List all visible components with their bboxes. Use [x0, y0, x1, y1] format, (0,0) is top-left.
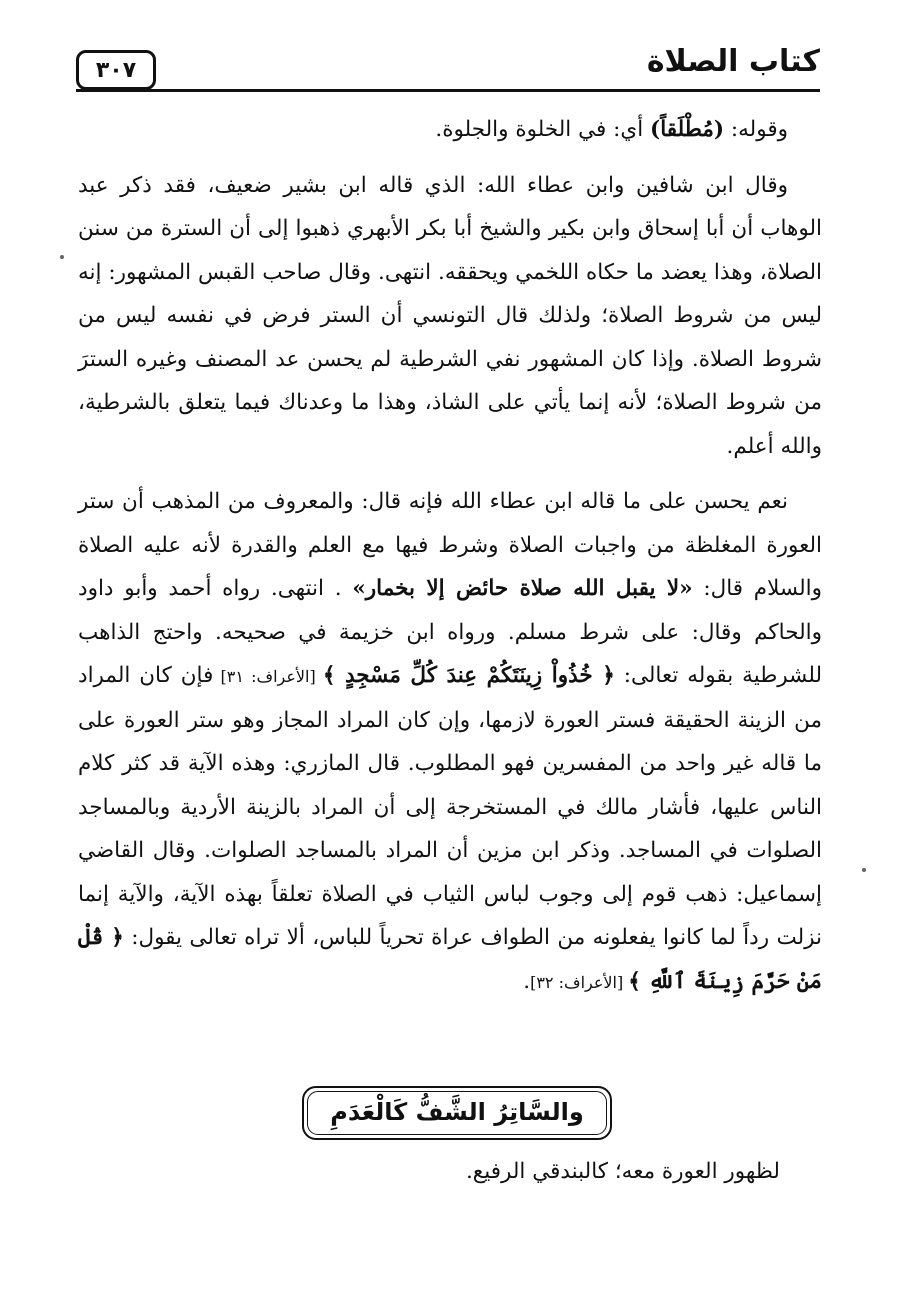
p3-ref2: [الأعراف: ٣٢] [530, 972, 629, 992]
scan-speck [862, 868, 866, 872]
p3-ref1: [الأعراف: ٣١] [213, 667, 323, 686]
closing-line: لظهور العورة معه؛ كالبندقي الرفيع. [465, 1159, 780, 1184]
header-rule [76, 89, 820, 92]
p3-verse1: ﴿ خُذُواْ زِينَتَكُمْ عِندَ كُلِّ مَسْجِدٍ ﴾ [322, 663, 615, 688]
scan-speck [60, 255, 64, 259]
matn-box [302, 1086, 611, 1140]
p3-part1: نعم يحسن على ما قاله ابن عطاء الله فإنه قال: والمعروف من المذهب أن ستر العورة المغلظة من واجبات الصلاة وشرط فيها مع العلم والقدرة لأنه عليه الصلاة والسلام قال: [78, 489, 822, 601]
p3-verse2: ﴿ قُلْ مَنْ حَرَّمَ زِينَةَ ٱللَّهِ ﴾ [78, 925, 822, 994]
p3-part2: . انتهى. رواه أحمد وأبو داود والحاكم وقال: على شرط مسلم. ورواه ابن خزيمة في صحيحه. واحتج الذاهب للشرطية بقوله تعالى: [78, 576, 823, 688]
p1-prefix: وقوله: [724, 117, 788, 142]
page-header [76, 40, 820, 96]
page-number: ٣٠٧ [95, 57, 137, 83]
paragraph-3 [78, 480, 822, 1004]
paragraph-2: وقال ابن شافين وابن عطاء الله: الذي قاله ابن بشير ضعيف، فقد ذكر عبد الوهاب أن أبا إسحاق وابن بكير والشيخ أبا بكر الأبهري ذهبوا إلى أن السترة من سنن الصلاة، وهذا يعضد ما حكاه اللخمي ويحققه. انتهى. وقال صاحب القبس المشهور: إنه ليس من شروط الصلاة؛ ولذلك قال التونسي أن الستر فرض في نفسه ليس من شروط الصلاة. وإذا كان المشهور نفي الشرطية لم يحسن عد المصنف وغيره السترَ من شروط الصلاة؛ لأنه إنما يأتي على الشاذ، وهذا ما وعدناك فيما يتعلق بالشرطية، والله أعلم. [78, 172, 822, 459]
body-text [78, 108, 822, 1016]
p1-term: (مُطْلَقاً) [650, 117, 725, 142]
chapter-title: كتاب الصلاة [646, 44, 820, 79]
p3-end: . [523, 968, 531, 994]
matn-text: والسَّاتِرُ الشَّفُّ كَالْعَدَمِ [307, 1091, 606, 1135]
page-number-box [76, 50, 156, 90]
p1-rest: أي: في الخلوة والجلوة. [435, 117, 651, 142]
paragraph-1 [78, 108, 822, 152]
p3-hadith: «لا يقبل الله صلاة حائض إلا بخمار» [352, 576, 693, 601]
p3-part3: فإن كان المراد من الزينة الحقيقة فستر العورة لازمها، وإن كان المراد المجاز وهو ستر العورة على ما قاله غير واحد من المفسرين فهو المطلوب. قال المازري: وهذه الآية قد كثر كلام الناس عليها، فأشار مالك في المستخرجة إلى أن المراد بالزينة الأردية وبالمساجد الصلوات في المساجد. وذكر ابن مزين أن المراد بالمساجد الصلوات. وقال القاضي إسماعيل: ذهب قوم إلى وجوب لباس الثياب في الصلاة تعلقاً بهذه الآية، والآية إنما نزلت رداً لما كانوا يفعلونه من الطواف عراة تحرياً للباس، ألا تراه تعالى يقول: [78, 663, 822, 950]
matn-box-wrapper [0, 1086, 914, 1140]
